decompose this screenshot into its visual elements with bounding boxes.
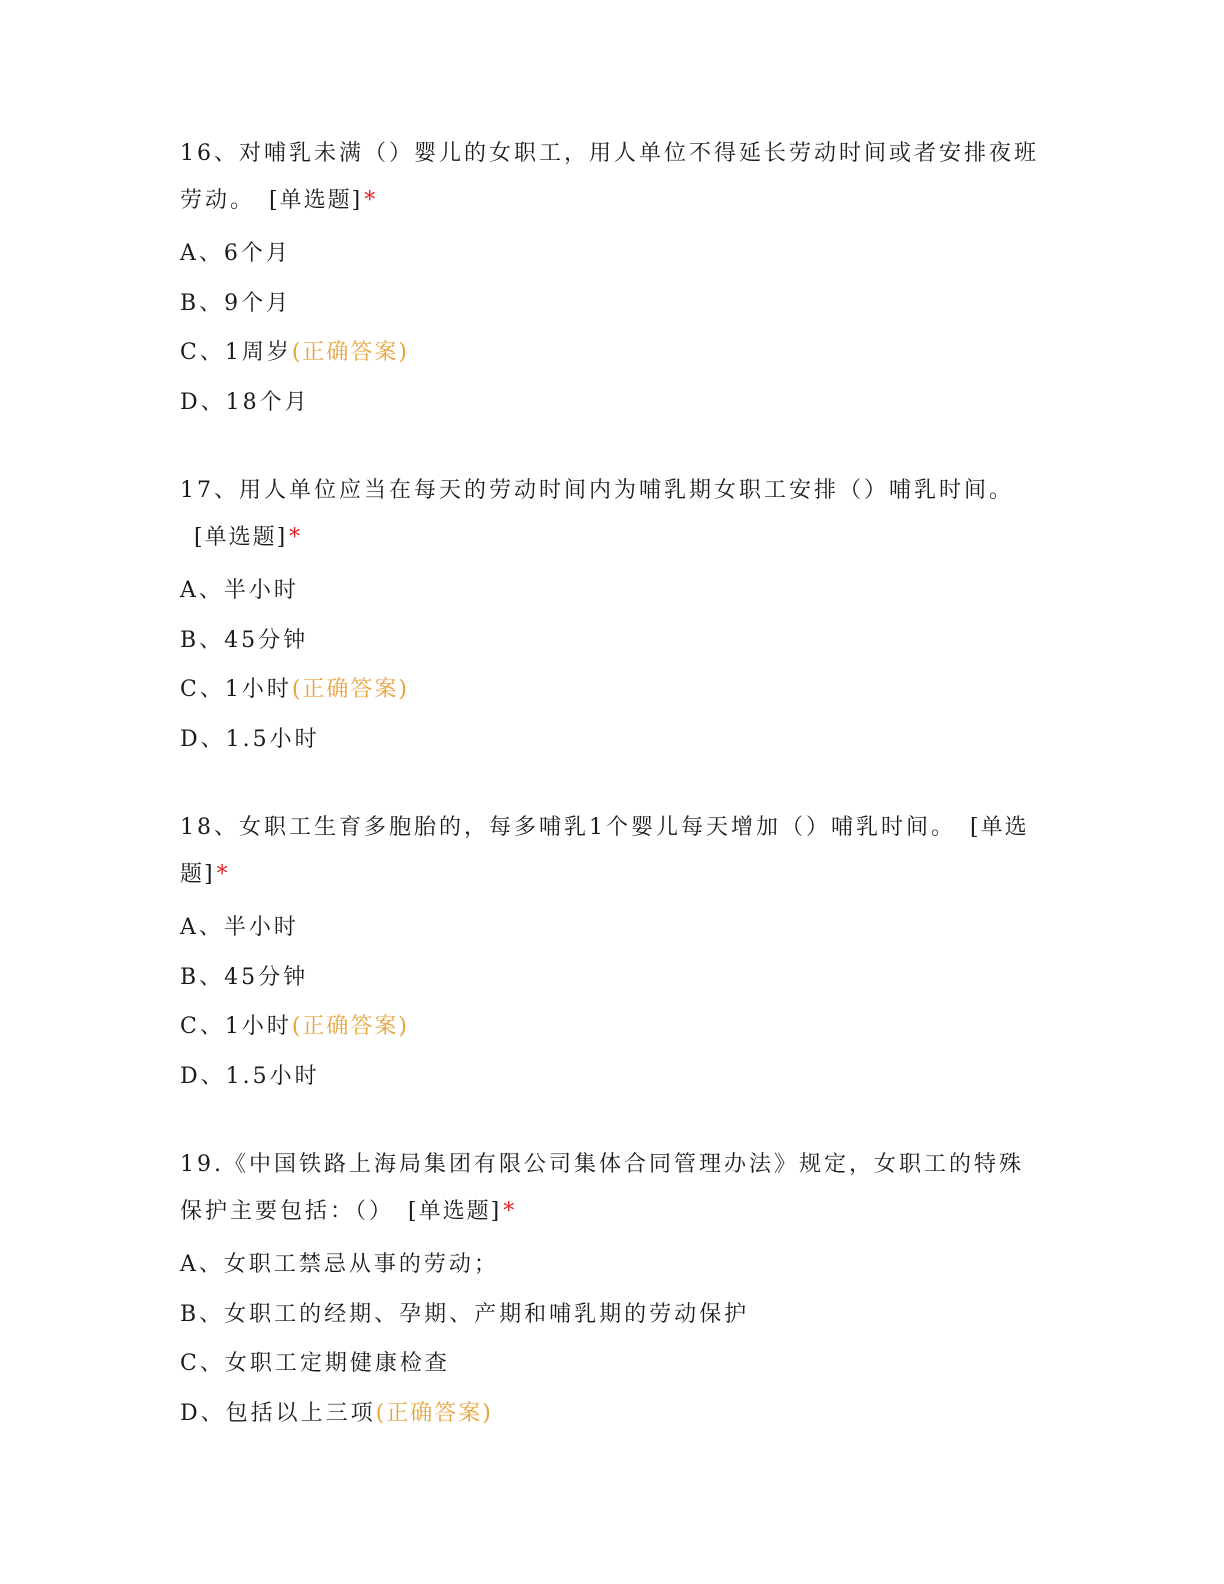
option-label: C、1周岁	[180, 340, 292, 365]
option-label: A、半小时	[180, 578, 299, 603]
option-a[interactable]	[180, 903, 1040, 953]
option-label: D、包括以上三项	[180, 1400, 376, 1426]
question-title: 19.《中国铁路上海局集团有限公司集体合同管理办法》规定，女职工的特殊保护主要包括：（）	[180, 1152, 1024, 1224]
question-title: 18、女职工生育多胞胎的，每多哺乳1个婴儿每天增加（）哺乳时间。	[180, 815, 956, 840]
correct-answer-tag: (正确答案)	[291, 677, 410, 702]
required-mark: *	[364, 188, 379, 213]
question-title: 17、用人单位应当在每天的劳动时间内为哺乳期女职工安排（）哺乳时间。	[180, 478, 1014, 503]
option-a[interactable]	[180, 1240, 1040, 1290]
option-c[interactable]	[180, 328, 1040, 378]
option-d[interactable]	[180, 1052, 1040, 1102]
option-label: A、半小时	[180, 915, 299, 940]
option-label: C、1小时	[180, 1014, 292, 1039]
question-text	[180, 1141, 1040, 1235]
question-text	[180, 467, 1040, 561]
option-d[interactable]	[180, 1389, 1040, 1439]
question-type-label: [单选题]	[194, 525, 288, 550]
option-label: A、女职工禁忌从事的劳动；	[180, 1252, 499, 1277]
option-c[interactable]	[180, 1002, 1040, 1052]
correct-answer-tag: (正确答案)	[291, 340, 410, 365]
question-text	[180, 130, 1040, 224]
question-16	[180, 130, 1040, 427]
option-label: D、18个月	[180, 389, 310, 415]
option-label: B、女职工的经期、孕期、产期和哺乳期的劳动保护	[180, 1301, 750, 1327]
option-c[interactable]	[180, 1339, 1040, 1389]
correct-answer-tag: (正确答案)	[291, 1014, 410, 1039]
option-b[interactable]	[180, 279, 1040, 329]
required-mark: *	[503, 1199, 518, 1224]
correct-answer-tag: (正确答案)	[375, 1400, 493, 1426]
option-b[interactable]	[180, 953, 1040, 1003]
question-text	[180, 804, 1040, 898]
option-label: B、9个月	[180, 290, 292, 316]
survey-page	[180, 130, 1040, 1478]
option-a[interactable]	[180, 566, 1040, 616]
option-label: C、女职工定期健康检查	[180, 1351, 450, 1376]
option-label: B、45分钟	[180, 627, 309, 653]
option-a[interactable]	[180, 229, 1040, 279]
option-d[interactable]	[180, 715, 1040, 765]
option-label: C、1小时	[180, 677, 292, 702]
question-19	[180, 1141, 1040, 1438]
option-d[interactable]	[180, 378, 1040, 428]
question-type-label: [单选题]	[180, 815, 1029, 887]
option-label: A、6个月	[180, 241, 291, 266]
option-label: B、45分钟	[180, 964, 309, 990]
question-title: 16、对哺乳未满（）婴儿的女职工，用人单位不得延长劳动时间或者安排夜班劳动。	[180, 141, 1039, 213]
question-type-label: [单选题]	[269, 188, 363, 213]
option-b[interactable]	[180, 1290, 1040, 1340]
option-label: D、1.5小时	[180, 1063, 320, 1089]
option-label: D、1.5小时	[180, 726, 320, 752]
option-c[interactable]	[180, 665, 1040, 715]
required-mark: *	[216, 862, 231, 887]
required-mark: *	[289, 525, 304, 550]
option-b[interactable]	[180, 616, 1040, 666]
question-type-label: [单选题]	[408, 1199, 502, 1224]
question-18	[180, 804, 1040, 1101]
question-17	[180, 467, 1040, 764]
